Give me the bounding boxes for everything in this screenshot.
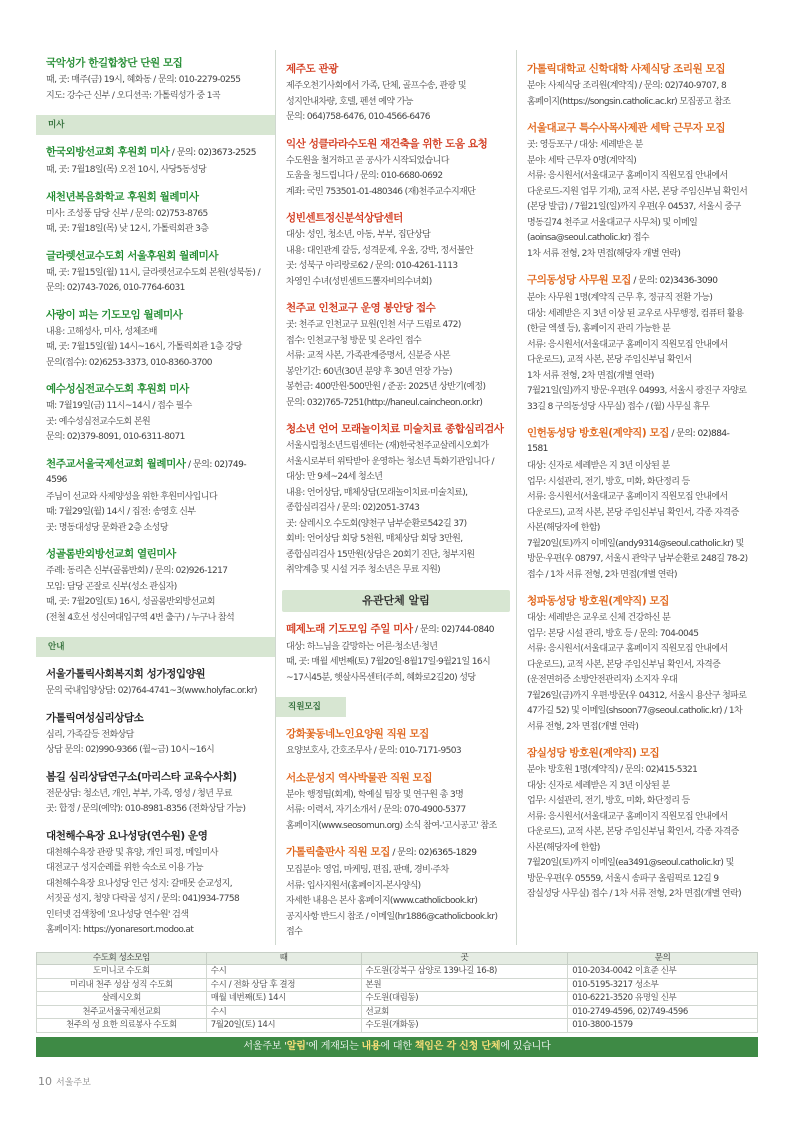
table-cell: 천주의 성 요한 의료봉사 수도회: [37, 1019, 207, 1033]
notice-title: [527, 746, 748, 760]
notice-line: 곳: 예수성심전교수도회 본원: [46, 416, 151, 427]
notice-entry: [46, 190, 265, 238]
table-cell: 매월 네번째(토) 14시: [206, 992, 361, 1006]
notice-title: [286, 137, 506, 151]
notice-line: 홈페이지(www.seosomun.org) 소식 참여-'고시공고' 참조: [286, 820, 497, 831]
section-recruit: [276, 697, 346, 717]
col2-recruit-list: [286, 727, 506, 941]
section-mass: [36, 115, 276, 135]
notice-line: 대상: 세례받은 교우로 신체 건강하신 분: [527, 613, 671, 623]
notice-entry: [286, 137, 506, 201]
notice-title: [286, 727, 506, 741]
notice-title-text: 성골롬반외방선교회 열린미사: [46, 548, 176, 560]
notice-line: 때, 곳: 7월15일(월) 14시~16시, 가톨릭회관 1층 강당: [46, 342, 242, 352]
notice-title-text: 서울대교구 특수사목사제관 세탁 근무자 모집: [527, 122, 726, 134]
notice-line: 회비: 언어상담 회당 5천원, 매체상담 회당 3만원, 종합심리검사 15만원(상담은 20회기 진단, 청부지원 취약계층 및 시설 거주 청소년은 무료 지원): [286, 534, 475, 575]
notice-line: 때, 곳: 7월20일(토) 16시, 성골롬반외방선교회: [46, 597, 215, 607]
notice-line: 주례: 동리츤 신부(골롬반회) / 문의: 02)926-1217: [46, 566, 228, 576]
notice-title: [527, 62, 748, 76]
col2-mid: [286, 622, 506, 687]
notice-entry: [527, 273, 748, 415]
notice-line: 1차 서류 전형, 2차 면접(해당자 개별 연락): [527, 248, 681, 259]
publication-name: 서울주보: [56, 1078, 91, 1088]
notice-line: 대상: 신자로 세례받은 지 3년 이상된 분: [527, 780, 670, 791]
notice-line: 곳: 합정 / 문의(예약): 010-8981-8356 (전화상담 가능): [46, 804, 246, 814]
notice-entry: [286, 422, 506, 579]
table-cell: 수도원(대림동): [361, 992, 568, 1006]
notice-line: (전철 4호선 성신여대입구역 4번 출구) / 누구나 참석: [46, 612, 235, 623]
notice-title-text: 새천년복음화학교 후원회 월례미사: [46, 190, 199, 203]
table-row: [37, 992, 758, 1006]
disclaimer-k3: 책임은 각 신청 단체: [414, 1041, 501, 1052]
notice-title-text: 가톨릭출판사 직원 모집: [286, 846, 390, 858]
notice-entry: [286, 622, 506, 687]
table-cell: 010-2749-4596, 02)749-4596: [568, 1005, 758, 1019]
section-recruit-label: 직원모집: [288, 702, 321, 712]
notice-line: 때: 7월29일(월) 14시 / 집전: 송영호 신부: [46, 507, 196, 517]
notice-title-text: 서울가톨릭사회복지회 성가정입양원: [46, 668, 206, 680]
col2-top: [286, 62, 506, 579]
notice-line: 곳: 살레시오 수도회(양천구 남부순환로542길 37): [286, 518, 467, 529]
notice-line: 모임: 담당 곤잘로 신부(성소 관심자): [46, 581, 177, 592]
notice-line: 내용: 대인관계 갈등, 성격문제, 우울, 강박, 정서불안: [286, 245, 473, 256]
notice-line: 문의(접수): 02)6253-3373, 010-8360-3700: [46, 357, 212, 368]
notice-line: 1차 서류 전형, 2차 면접(개별 연락): [527, 370, 654, 381]
notice-contact: / 문의: 02)3673-2525: [169, 148, 256, 158]
notice-line: 때, 곳: 7월15일(월) 11시, 글라렛선교수도회 본원(성북동) / 문의: 02)743-7026, 010-7764-6031: [46, 267, 261, 293]
notice-entry: [527, 121, 748, 262]
notice-line: 주님이 선교와 사제양성을 위한 후원미사입니다: [46, 491, 217, 502]
notice-contact: / 문의: 02)744-0840: [412, 624, 495, 635]
disclaimer-k1: 알림: [286, 1041, 306, 1052]
notice-contact: / 문의: 02)3436-3090: [630, 276, 718, 286]
notice-line: 분야: 사제식당 조리원(계약직) / 문의: 02)740-9707, 8: [527, 81, 727, 91]
table-cell: 도미니코 수도회: [37, 965, 207, 979]
notice-line: 업무: 시설관리, 전기, 방호, 미화, 화단정리 등: [527, 476, 690, 487]
notice-line: 서울시립청소년드림센터는 (재)한국천주교살레시오회가 서울시로부터 위탁받아 운영하는 청소년 특화기관입니다 / 대상: 만 9세~24세 청소년: [286, 441, 494, 482]
notice-title-text: 천주교서울국제선교회 월례미사: [46, 457, 186, 470]
notice-line: 분야: 방호원 1명(계약직) / 문의: 02)415-5321: [527, 765, 698, 775]
notice-line: 인터넷 검색창에 '요나성당 연수원' 검색: [46, 909, 189, 920]
table-header-contact: 문의: [568, 953, 758, 965]
notice-entry: [527, 426, 748, 583]
notice-line: 7월21일(일)까지 방문·우편(우 04993, 서울시 광진구 자양로 33길 8 구의동성당 사무실) 접수 / (월) 사무실 휴무: [527, 386, 747, 412]
notice-title: [46, 667, 265, 681]
notice-line: 곳: 천주교 인천교구 묘원(인천 서구 드림로 472): [286, 320, 461, 330]
notice-line: 봉헌금: 400만원·500만원 / 준공: 2025년 상반기(예정): [286, 382, 486, 392]
table-cell: 010-5195-3217 성소부: [568, 978, 758, 992]
table-row: [37, 1005, 758, 1019]
notice-line: 문의: 064)758-6476, 010-4566-6476: [286, 112, 430, 122]
notice-contact: / 문의: 02)749-4596: [46, 459, 247, 485]
notice-line: 대상: 성인, 청소년, 아동, 부부, 집단상담: [286, 230, 431, 240]
notice-entry: [46, 457, 265, 537]
table-header-group: 수도회 성소모임: [37, 953, 207, 965]
table-body: [37, 965, 758, 1033]
notice-line: 때, 곳: 매주(금) 19시, 혜화동 / 문의: 010-2279-0255: [46, 75, 241, 85]
notice-line: 계좌: 국민 753501-01-480346 (재)천주교수지재단: [286, 186, 476, 197]
notice-title: [527, 594, 748, 608]
notice-title-text: 구의동성당 사무원 모집: [527, 274, 631, 286]
notice-line: 분야: 세탁 근무자 0명(계약직): [527, 155, 637, 166]
notice-title-text: 잠실성당 방호원(계약직) 모집: [527, 747, 660, 759]
notice-line: 서짓골 성지, 청양 다락골 성지 / 문의: 041)934-7758: [46, 894, 240, 904]
col1-mass-list: [46, 145, 265, 626]
notice-title: [527, 273, 748, 288]
page-footer: [38, 1075, 91, 1088]
notice-contact: / 문의: 02)6365-1829: [389, 848, 477, 858]
notice-title: [46, 457, 265, 487]
column-2: [276, 50, 517, 945]
notice-line: 대천해수욕장 관광 및 휴양, 개인 피정, 메일미사: [46, 847, 218, 858]
table-cell: 천주교서울국제선교회: [37, 1005, 207, 1019]
notice-title-text: 글라렛선교수도회 서울후원회 월례미사: [46, 249, 219, 262]
notice-title-text: 청소년 언어 모래놀이치료 미술치료 종합심리검사: [286, 423, 504, 435]
notice-title: [286, 211, 506, 225]
notice-entry: [527, 594, 748, 735]
notice-line: 곳: 영등포구 / 대상: 세례받은 분: [527, 140, 643, 150]
notice-line: 서류: 응시원서(서울대교구 홈페이지 직원모집 안내에서 다운로드), 교적 사본, 본당 주임신부님 확인서, 각종 자격증 사본(해당자에 한함): [527, 492, 739, 533]
notice-entry: [46, 56, 265, 104]
notice-line: 지도: 강수근 신부 / 오디션곡: 가톨릭성가 중 1곡: [46, 90, 220, 101]
notice-contact: / 문의: 02)884-1581: [527, 429, 730, 454]
notice-line: 문의: 032)765-7251(http://haneul.caincheon.or.kr): [286, 397, 483, 408]
notice-title: [46, 56, 265, 70]
notice-line: 도움을 청드립니다 / 문의: 010-6680-0692: [286, 171, 443, 181]
notice-line: 문의: 02)379-8091, 010-6311-8071: [46, 432, 185, 442]
related-groups-band: 유관단체 알림: [282, 590, 510, 612]
notice-line: 내용: 언어상담, 매체상담(모래놀이치료·미술치료), 종합심리검사 / 문의: 02)2051-3743: [286, 487, 468, 513]
notice-entry: [286, 771, 506, 835]
notice-title: [46, 829, 265, 843]
notice-line: 심리, 가족갈등 전화상담: [46, 729, 134, 740]
notice-line: 때, 곳: 매월 세번째(토) 7월20일·8월17일·9월21일 16시~17시45분, 햇살사목센터(주희, 혜화로2길20) 성당: [286, 657, 491, 683]
notice-title-text: 대천해수욕장 요나성당(연수원) 운영: [46, 829, 208, 842]
notice-line: 업무: 시설관리, 전기, 방호, 미화, 화단정리 등: [527, 796, 690, 806]
table-row: [37, 965, 758, 979]
table-cell: 수도원(강북구 삼양로 139나길 16-8): [361, 965, 568, 979]
notice-title: [286, 622, 506, 637]
notice-line: 내용: 고해성사, 미사, 성체조배: [46, 326, 157, 337]
col3-list: [527, 62, 748, 903]
notice-title: [46, 711, 265, 725]
notice-line: 수도원을 철거하고 곧 공사가 시작되었습니다: [286, 155, 449, 166]
notice-line: 서류: 응시원서(서울대교구 홈페이지 직원모집 안내에서 다운로드), 교적 사본, 본당 주임신부님 확인서, 자격증(운전면허증 소방안전관리자) 소지자 우대: [527, 644, 728, 685]
notice-entry: [46, 711, 265, 759]
table-cell: 010-2034-0042 이효준 신부: [568, 965, 758, 979]
notice-line: 봉안기간: 60년(30년 분양 후 30년 연장 가능): [286, 366, 452, 377]
notice-title-text: 국악성가 한길합창단 단원 모집: [46, 57, 183, 69]
notice-title-text: 서소문성지 역사박물관 직원 모집: [286, 771, 433, 784]
notice-line: 접수: 인천교구청 방문 및 온라인 접수: [286, 335, 422, 346]
notice-title: [286, 771, 506, 785]
notice-title: [46, 308, 265, 322]
notice-line: 대천해수욕장 요나성당 인근 성지: 갈매못 순교성지,: [46, 878, 232, 889]
notice-line: 때, 곳: 7월18일(목) 오전 10시, 사당5동성당: [46, 165, 207, 175]
disclaimer-mid2: 에 대한: [380, 1041, 415, 1052]
table-cell: 살레시오회: [37, 992, 207, 1006]
notice-entry: [46, 382, 265, 446]
notice-line: 서류: 응시원서(서울대교구 홈페이지 직원모집 안내에서 다운로드), 교적 사본, 본당 주임신부님 확인서, 각종 자격증 사본(해당자에 한함): [527, 811, 739, 853]
table-cell: 본원: [361, 978, 568, 992]
notice-line: 홈페이지(https://songsin.catholic.ac.kr) 모집공고 참조: [527, 96, 731, 107]
notice-title: [286, 422, 506, 436]
notice-title-text: 강화꽃동네노인요양원 직원 모집: [286, 728, 429, 740]
notice-title-text: 익산 성클라라수도원 재건축을 위한 도움 요청: [286, 137, 488, 150]
table-cell: 수도원(개화동): [361, 1019, 568, 1033]
page-number: 10: [38, 1075, 52, 1088]
notice-line: 분야: 행정팀(회계), 학예실 팀장 및 연구원 총 3명: [286, 789, 464, 800]
section-guide: [36, 637, 276, 657]
table-row: [37, 978, 758, 992]
notice-line: 때, 곳: 7월18일(목) 낮 12시, 가톨릭회관 3층: [46, 224, 209, 234]
notice-title: [46, 547, 265, 561]
col1-top: [46, 56, 265, 104]
notice-line: 홈페이지: https://yonaresort.modoo.at: [46, 925, 194, 935]
notice-title-text: 예수성심전교수도회 후원회 미사: [46, 383, 189, 395]
col1-guide-list: [46, 667, 265, 939]
notice-entry: [46, 667, 265, 700]
notice-line: 서류: 이력서, 자기소개서 / 문의: 070-4900-5377: [286, 805, 466, 815]
table-cell: 수시: [206, 1005, 361, 1019]
vocation-table: [36, 952, 758, 1033]
notice-line: 대상: 하느님을 갈망하는 어른·청소년·청년: [286, 641, 438, 652]
notice-title-text: 가톨릭여성심리상담소: [46, 711, 144, 724]
notice-title: [46, 770, 265, 784]
notice-title: [46, 382, 265, 396]
notice-entry: [286, 301, 506, 411]
notice-line: 상담 문의: 02)990-9366 (월~금) 10시~16시: [46, 745, 215, 755]
notice-title: [46, 145, 265, 160]
notice-title: [527, 121, 748, 135]
notice-line: 대상: 신자로 세례받은 지 3년 이상된 분: [527, 461, 670, 471]
table-cell: 7월20일(토) 14시: [206, 1019, 361, 1033]
notice-line: 서류: 응시원서(서울대교구 홈페이지 직원모집 안내에서 다운로드-지원 업무 기재), 교적 사본, 본당 주임신부님 확인서(본당 발급) / 7월21일(일)까지 우편(우 04537, 서울시 중구 명동길74 천주교 서울대교구 사무처) 및 이메일(aoinsa@seoul.catholic.kr) 접수: [527, 171, 748, 243]
notice-title-text: 한국외방선교회 후원회 미사: [46, 146, 170, 158]
notice-line: 곳: 명동대성당 문화관 2층 소성당: [46, 522, 168, 533]
notice-title: [286, 301, 506, 315]
notice-title-text: 인헌동성당 방호원(계약직) 모집: [527, 427, 669, 439]
notice-line: 제주오천기사회에서 가족, 단체, 골프수송, 관광 및 성지안내차량, 호텔, 펜션 예약 가능: [286, 81, 466, 107]
notice-entry: [286, 211, 506, 290]
notice-title-text: 사랑이 피는 기도모임 월례미사: [46, 308, 183, 321]
notice-entry: [286, 62, 506, 126]
table-cell: 수시: [206, 965, 361, 979]
notice-entry: [46, 829, 265, 939]
notice-entry: [527, 62, 748, 110]
notice-title-text: 청파동성당 방호원(계약직) 모집: [527, 595, 669, 607]
notice-entry: [286, 845, 506, 941]
notice-line: 대상: 세례받은 지 3년 이상 된 교우로 사무행정, 컴퓨터 활용(한글 엑셀 등), 홈페이지 관리 가능한 분: [527, 308, 744, 334]
notice-title-text: 천주교 인천교구 운영 봉안당 접수: [286, 302, 436, 314]
notice-line: 때: 7월19일(금) 11시~14시 / 접수 필수: [46, 401, 192, 411]
notice-title-text: 제주도 관광: [286, 63, 338, 75]
disclaimer-mid: '에 게재되는: [305, 1041, 362, 1052]
notice-entry: [286, 727, 506, 760]
notice-line: 요양보호사, 간호조무사 / 문의: 010-7171-9503: [286, 746, 461, 756]
notice-entry: [46, 547, 265, 626]
table-header-place: 곳: [361, 953, 568, 965]
column-1: [36, 50, 276, 945]
notice-line: 모집분야: 영업, 마케팅, 편집, 판매, 경비·주차: [286, 865, 449, 875]
disclaimer-pre: 서울주보 ': [243, 1041, 287, 1052]
notice-line: 곳: 성북구 아리랑로62 / 문의: 010-4261-1113: [286, 261, 458, 271]
notice-entry: [46, 145, 265, 179]
notice-line: 서류: 교적 사본, 가족관계증명서, 신분증 사본: [286, 351, 450, 361]
notice-line: 서류: 입사지원서(홈페이지-본사양식): [286, 880, 421, 891]
notice-title: [527, 426, 748, 456]
notice-line: 분야: 사무원 1명(계약직 근무 후, 정규직 전환 가능): [527, 293, 713, 303]
table-row: [37, 1019, 758, 1033]
notice-title-text: 가톨릭대학교 신학대학 사제식당 조리원 모집: [527, 63, 726, 75]
notice-title-text: 떼제노래 기도모임 주일 미사: [286, 622, 413, 635]
notice-line: 미사: 조성풍 담당 신부 / 문의: 02)753-8765: [46, 208, 208, 219]
notice-line: 서류: 응시원서(서울대교구 홈페이지 직원모집 안내에서 다운로드), 교적 사본, 본당 주임신부님 확인서: [527, 339, 728, 365]
notice-entry: [527, 746, 748, 903]
notice-line: 7월20일(토)까지 이메일(ea3491@seoul.catholic.kr) 및 방문·우편(우 05559, 서울시 송파구 올림픽로 12길 9 잠실성당 사무실) 접수 / 1차 서류 전형, 2차 면접(개별 연락): [527, 858, 742, 899]
notice-title: [46, 190, 265, 204]
table-cell: 수시 / 전화 상담 후 결정: [206, 978, 361, 992]
notice-line: 문의 국내입양상담: 02)764-4741~3(www.holyfac.or.kr): [46, 686, 257, 696]
notice-line: 대전교구 성지순례를 위한 숙소로 이용 가능: [46, 863, 203, 873]
notice-entry: [46, 249, 265, 297]
notice-line: 업무: 본당 시설 관리, 방호 등 / 문의: 704-0045: [527, 628, 699, 639]
notice-title-text: 봄길 심리상담연구소(마리스타 교육수사회): [46, 770, 237, 783]
table-cell: 010-3800-1579: [568, 1019, 758, 1033]
section-mass-label: 미사: [48, 120, 65, 130]
table-cell: 010-6221-3520 유명일 신부: [568, 992, 758, 1006]
table-header-time: 때: [206, 953, 361, 965]
column-3: [517, 50, 758, 945]
disclaimer-k2: 내용: [361, 1041, 381, 1052]
section-guide-label: 안내: [48, 642, 65, 652]
notice-entry: [46, 770, 265, 818]
notice-line: 7월26일(금)까지 우편·방문(우 04312, 서울시 용산구 청파로 47가길 52) 및 이메일(shsoon77@seoul.catholic.kr) / 1차 서류 전형, 2차 면접(개별 연락): [527, 690, 747, 732]
notice-title-text: 성빈센트정신분석상담센터: [286, 212, 403, 224]
page: [36, 50, 758, 1052]
notice-title: [46, 249, 265, 263]
notice-entry: [46, 308, 265, 372]
table-cell: 미리내 천주 성삼 성직 수도회: [37, 978, 207, 992]
table-cell: 선교회: [361, 1005, 568, 1019]
disclaimer-bar: [36, 1037, 758, 1057]
notice-line: 자세한 내용은 본사 홈페이지(www.catholicbook.kr) 공지사항 반드시 참조 / 이메일(hr1886@catholicbook.kr) 접수: [286, 896, 498, 937]
notice-title: [286, 62, 506, 76]
notice-line: 전문상담: 청소년, 개인, 부부, 가족, 영성 / 청년 무료: [46, 788, 232, 799]
notice-line: 차영인 수녀(성빈센트드뽈자비의수녀회): [286, 276, 432, 287]
notice-title: [286, 845, 506, 860]
notice-line: 7월20일(토)까지 이메일(andy9314@seoul.catholic.kr) 및 방문·우편(우 08797, 서울시 관악구 남부순환로 248길 78-2) 접수 / 1차 서류 전형, 2차 면접(개별 연락): [527, 538, 748, 580]
notice-columns: [36, 50, 758, 945]
disclaimer-post: 에 있습니다: [500, 1041, 551, 1052]
